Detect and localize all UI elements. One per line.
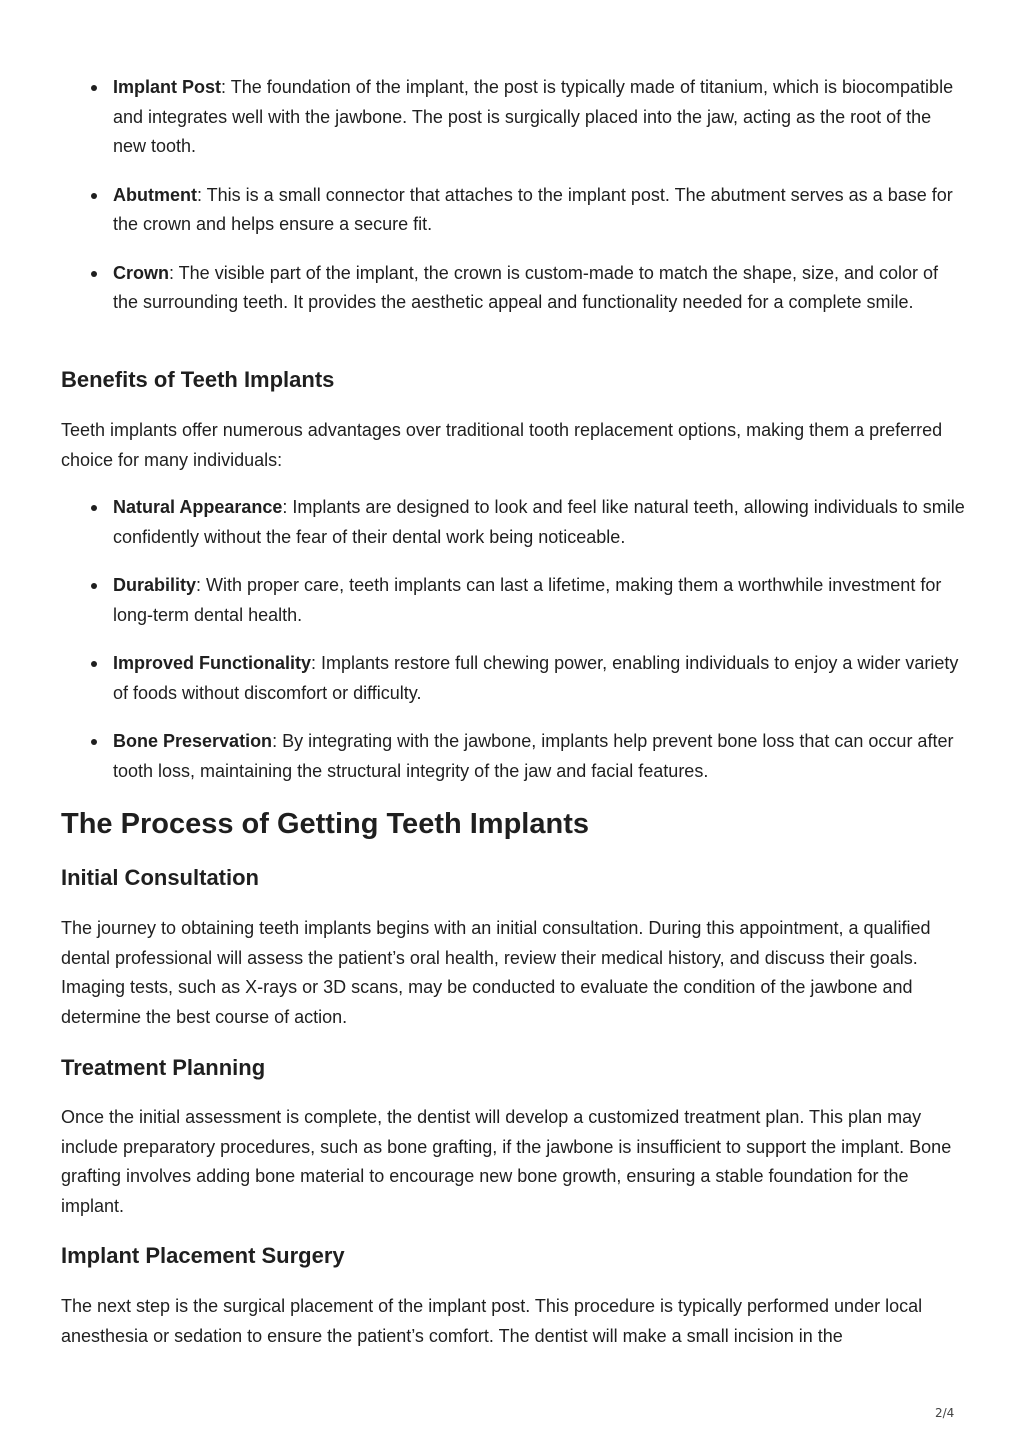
list-item-term: Bone Preservation	[113, 731, 273, 751]
benefits-intro: Teeth implants offer numerous advantages over traditional tooth replacement options, making them a preferred choice for many individuals:	[61, 420, 943, 470]
planning-heading: Treatment Planning	[61, 1055, 266, 1080]
list-item-term: Improved Functionality	[113, 653, 312, 673]
list-item	[61, 73, 966, 162]
surgery-heading: Implant Placement Surgery	[61, 1243, 345, 1268]
list-item-term: Crown	[113, 262, 169, 283]
benefits-list	[61, 493, 966, 805]
list-item-term: Implant Post	[113, 77, 222, 97]
list-item-text: : Implants restore full chewing power, enabling individuals to enjoy a wider variety of foods without discomfort or difficulty.	[113, 653, 959, 703]
list-item-term: Abutment	[113, 184, 197, 205]
process-heading: The Process of Getting Teeth Implants	[61, 808, 589, 840]
implant-components-list	[61, 73, 966, 337]
consultation-text: The journey to obtaining teeth implants begins with an initial consultation. During this appointment, a qualified dental professional will assess the patient’s oral health, review their medical history, and discuss their goals. Imaging tests, such as X-rays or 3D scans, may be conducted to evaluate the condition of the jawbone and determine the best course of action.	[61, 918, 931, 1027]
page-number: 2/4	[935, 1406, 955, 1420]
list-item-text: : With proper care, teeth implants can last a lifetime, making them a worthwhile investment for long-term dental health.	[113, 575, 942, 625]
benefits-heading: Benefits of Teeth Implants	[61, 367, 335, 392]
list-item-term: Natural Appearance	[113, 497, 283, 517]
list-item	[61, 649, 966, 708]
surgery-text: The next step is the surgical placement of the implant post. This procedure is typically performed under local anesthesia or sedation to ensure the patient’s comfort. The dentist will make a small incision in the	[61, 1296, 923, 1346]
list-item	[61, 571, 966, 630]
consultation-heading: Initial Consultation	[61, 865, 259, 890]
list-item	[61, 727, 966, 786]
list-item-term: Durability	[113, 575, 197, 595]
list-item	[61, 181, 966, 240]
list-item-text: : By integrating with the jawbone, implants help prevent bone loss that can occur after tooth loss, maintaining the structural integrity of the jaw and facial features.	[113, 731, 954, 781]
list-item	[61, 259, 966, 318]
list-item-text: : The foundation of the implant, the post is typically made of titanium, which is biocompatible and integrates well with the jawbone. The post is surgically placed into the jaw, acting as the root of the new tooth.	[113, 77, 954, 156]
list-item-text: : Implants are designed to look and feel like natural teeth, allowing individuals to smile confidently without the fear of their dental work being noticeable.	[113, 497, 965, 547]
list-item	[61, 493, 966, 552]
list-item-text: : This is a small connector that attaches to the implant post. The abutment serves as a base for the crown and helps ensure a secure fit.	[113, 184, 953, 234]
planning-text: Once the initial assessment is complete, the dentist will develop a customized treatment plan. This plan may include preparatory procedures, such as bone grafting, if the jawbone is insufficient to support the implant. Bone grafting involves adding bone material to encourage new bone growth, ensuring a stable foundation for the implant.	[61, 1107, 952, 1216]
list-item-text: : The visible part of the implant, the crown is custom-made to match the shape, size, and color of the surrounding teeth. It provides the aesthetic appeal and functionality needed for a complete smile.	[113, 262, 939, 312]
